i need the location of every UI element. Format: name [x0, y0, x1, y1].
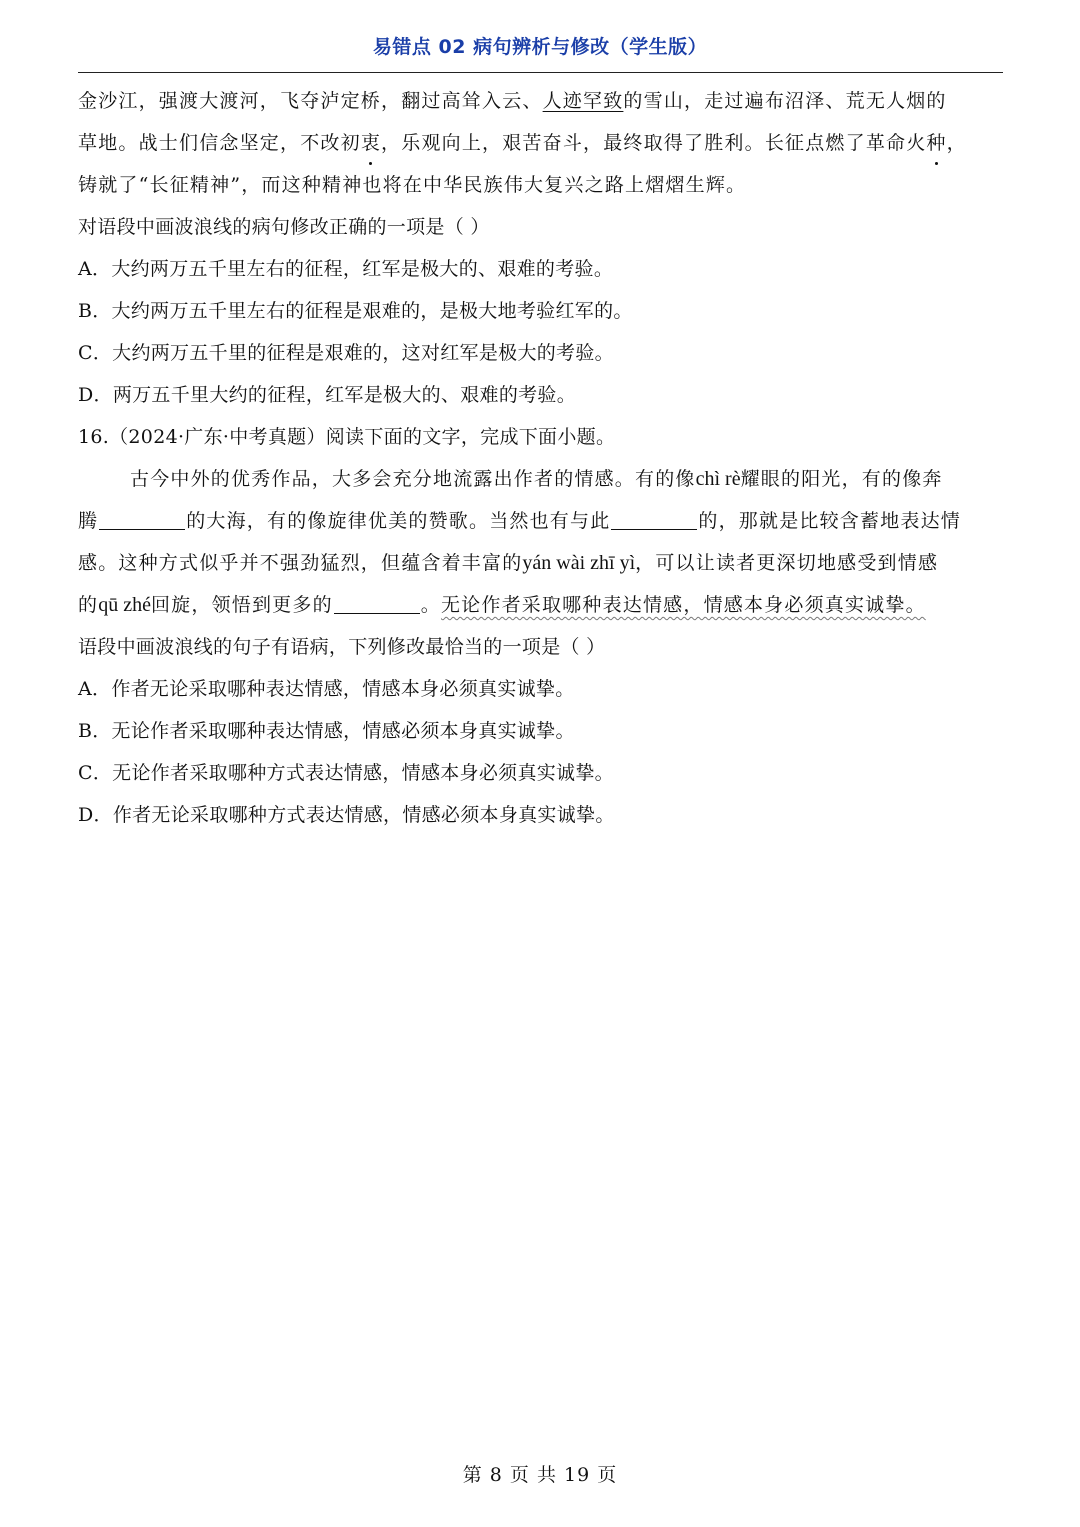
q16-stem: 语段中画波浪线的句子有语病，下列修改最恰当的一项是（ ） — [78, 636, 606, 658]
underlined-phrase: 人迹罕致 — [542, 90, 624, 112]
text: 的，那就是比较含蓄地表达情 — [698, 510, 962, 532]
q16-title: 16.（2024·广东·中考真题）阅读下面的文字，完成下面小题。 — [78, 426, 616, 448]
header-divider — [78, 72, 1003, 73]
text: 耀眼的阳光，有的像奔 — [740, 468, 943, 490]
passage2-line-2 — [78, 500, 1003, 542]
passage1-line-1 — [78, 80, 1003, 122]
passage2-line-1 — [78, 458, 1003, 500]
pinyin: chì rè — [695, 468, 741, 490]
q16-option-a: A．作者无论采取哪种表达情感，情感本身必须真实诚挚。 — [78, 678, 575, 700]
dotted-char: 种 — [926, 122, 946, 164]
text: 。 — [420, 594, 441, 616]
q16-option-d: D．作者无论采取哪种方式表达情感，情感必须本身真实诚挚。 — [78, 804, 615, 826]
q15-option-b: B．大约两万五千里左右的征程是艰难的，是极大地考验红军的。 — [78, 300, 633, 322]
text: ，乐观向上，艰苦奋斗，最终取得了胜利。长征点燃了革命火 — [381, 132, 927, 154]
passage2-line-4 — [78, 584, 1003, 626]
text: 回旋，领悟到更多的 — [150, 594, 333, 616]
text: 的大海，有的像旋律优美的赞歌。当然也有与此 — [186, 510, 611, 532]
q15-option-c: C．大约两万五千里的征程是艰难的，这对红军是极大的考验。 — [78, 342, 614, 364]
q15-option-a: A．大约两万五千里左右的征程，红军是极大的、艰难的考验。 — [78, 258, 614, 280]
fill-blank-2 — [611, 509, 697, 530]
dotted-char: 衷 — [361, 122, 381, 164]
text: 金沙江，强渡大渡河，飞夺泸定桥，翻过高耸入云、 — [78, 90, 543, 112]
text: 感。这种方式似乎并不强劲猛烈，但蕴含着丰富的 — [78, 552, 523, 574]
text: ，可以让读者更深切地感受到情感 — [635, 552, 939, 574]
wavy-underlined-sentence: 无论作者采取哪种表达情感，情感本身必须真实诚挚。 — [440, 594, 926, 616]
page-number: 第 8 页 共 19 页 — [462, 1464, 618, 1486]
passage1-line-2 — [78, 122, 1003, 164]
passage1-line-3: 铸就了“长征精神”，而这种精神也将在中华民族伟大复兴之路上熠熠生辉。 — [78, 174, 747, 196]
q16-option-c: C．无论作者采取哪种方式表达情感，情感本身必须真实诚挚。 — [78, 762, 614, 784]
pinyin: qū zhé — [98, 594, 151, 616]
passage2-line-3 — [78, 542, 1003, 584]
text: 的 — [78, 594, 99, 616]
document-body — [78, 80, 1003, 836]
text: ， — [946, 132, 967, 154]
q15-stem: 对语段中画波浪线的病句修改正确的一项是（ ） — [78, 216, 490, 238]
fill-blank-1 — [99, 509, 185, 530]
text: 古今中外的优秀作品，大多会充分地流露出作者的情感。有的像 — [130, 468, 696, 490]
text: 腾 — [78, 510, 99, 532]
page-header-title: 易错点 02 病句辨析与修改（学生版） — [372, 36, 708, 58]
pinyin: yán wài zhī yì — [522, 552, 636, 574]
q15-option-d: D．两万五千里大约的征程，红军是极大的、艰难的考验。 — [78, 384, 577, 406]
q16-option-b: B．无论作者采取哪种表达情感，情感必须本身真实诚挚。 — [78, 720, 575, 742]
text: 草地。战士们信念坚定，不改初 — [78, 132, 361, 154]
text: 的雪山，走过遍布沼泽、荒无人烟的 — [623, 90, 947, 112]
fill-blank-3 — [334, 593, 420, 614]
